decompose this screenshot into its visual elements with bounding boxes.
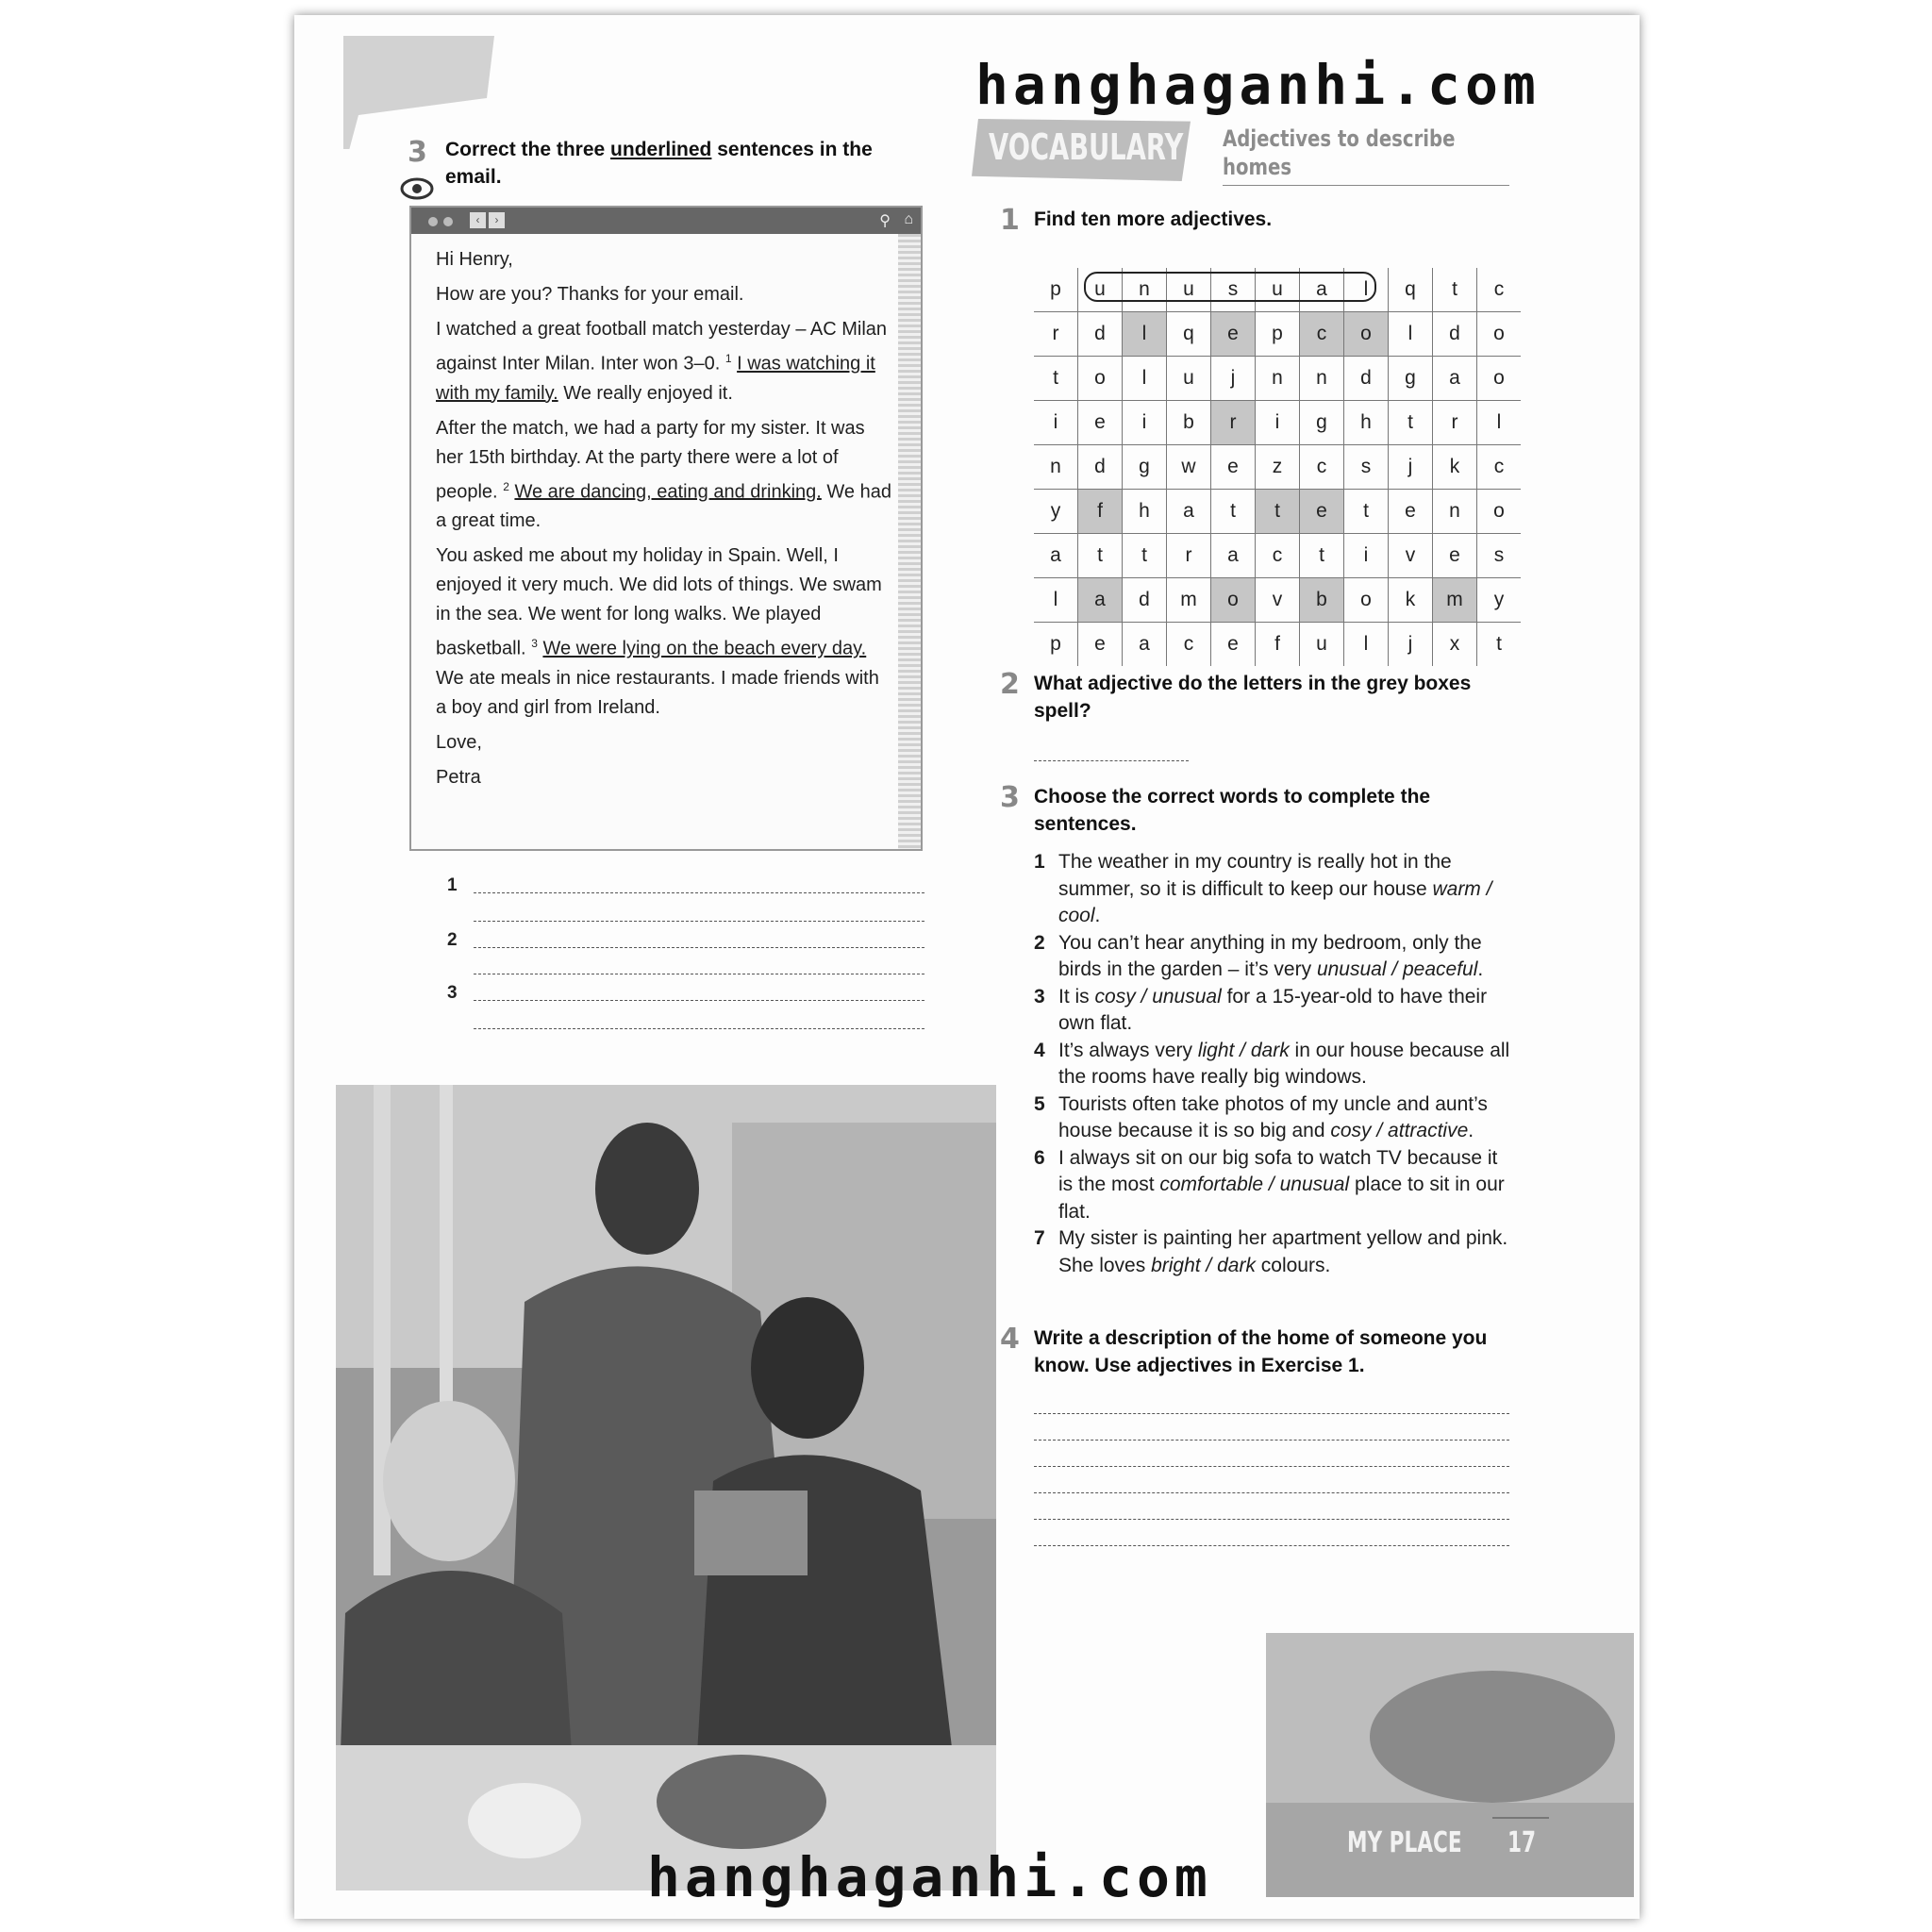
grid-cell[interactable]: t	[1123, 534, 1167, 578]
grid-cell[interactable]: u	[1256, 268, 1300, 312]
grey-box-answer-line[interactable]	[1034, 760, 1189, 761]
grid-cell[interactable]: n	[1300, 357, 1344, 401]
grid-cell[interactable]: p	[1256, 312, 1300, 357]
grid-cell[interactable]: n	[1123, 268, 1167, 312]
grid-row	[1034, 357, 1521, 401]
answer-line-3b[interactable]	[474, 1028, 924, 1029]
sentence-number: 6	[1034, 1146, 1045, 1169]
grid-cell[interactable]: o	[1344, 312, 1389, 357]
grid-cell[interactable]: e	[1078, 401, 1123, 445]
word-choice[interactable]: cosy / unusual	[1094, 985, 1222, 1008]
email-line: How are you? Thanks for your email.	[436, 284, 744, 305]
grid-cell[interactable]: r	[1167, 534, 1211, 578]
eye-icon	[400, 177, 434, 200]
grid-cell[interactable]: b	[1300, 578, 1344, 623]
grid-cell[interactable]: a	[1167, 490, 1211, 534]
grid-cell[interactable]: u	[1167, 357, 1211, 401]
grid-row	[1034, 312, 1521, 357]
grid-cell[interactable]: g	[1123, 445, 1167, 490]
word-search-grid	[1034, 268, 1521, 666]
vocab-exercise-2-number: 2	[1000, 668, 1020, 701]
sentence-item	[1034, 1038, 1511, 1091]
sentence-item	[1034, 849, 1511, 930]
grid-cell[interactable]: l	[1389, 312, 1433, 357]
grid-row	[1034, 534, 1521, 578]
grid-cell[interactable]: a	[1078, 578, 1123, 623]
grid-cell[interactable]: d	[1433, 312, 1477, 357]
grid-cell[interactable]: j	[1389, 445, 1433, 490]
grid-cell[interactable]: e	[1389, 490, 1433, 534]
grid-cell[interactable]: d	[1078, 312, 1123, 357]
word-choice[interactable]: light / dark	[1197, 1039, 1290, 1061]
grid-cell[interactable]: o	[1211, 578, 1256, 623]
email-paragraph-3: You asked me about my holiday in Spain. Well, I enjoyed it very much. We did lots of things. We swam in the sea. We went for long walks. We played basketball. $^3$ We were lying on the beach every day. We ate meals in nice restaurants. I made friends with a boy and girl from Ireland.	[436, 545, 882, 718]
sentence-number: 1	[1034, 851, 1045, 873]
page-number: 17	[1507, 1826, 1537, 1859]
grid-cell[interactable]: a	[1300, 268, 1344, 312]
sentence-text: colours.	[1255, 1254, 1331, 1276]
email-window	[409, 206, 923, 851]
sentence-text: .	[1094, 905, 1101, 926]
grid-cell[interactable]: k	[1433, 445, 1477, 490]
grid-cell[interactable]: e	[1078, 623, 1123, 667]
grid-cell[interactable]: i	[1123, 401, 1167, 445]
grid-cell[interactable]: q	[1389, 268, 1433, 312]
grid-cell[interactable]: t	[1344, 490, 1389, 534]
email-paragraph-2: After the match, we had a party for my sister. It was her 15th birthday. At the party there were a lot of people. $^2$ We are dancing, eating and drinking. We had a great time.	[436, 417, 891, 532]
underlined-sentence-2: We are dancing, eating and drinking.	[514, 481, 822, 503]
grid-cell[interactable]: a	[1433, 357, 1477, 401]
sentence-text: in our house because all the rooms have really big windows.	[1058, 1039, 1510, 1088]
grid-cell[interactable]: h	[1344, 401, 1389, 445]
grid-cell[interactable]: e	[1433, 534, 1477, 578]
grid-cell[interactable]: t	[1211, 490, 1256, 534]
grid-cell[interactable]: s	[1211, 268, 1256, 312]
grid-cell[interactable]: l	[1344, 623, 1389, 667]
writing-line-5[interactable]	[1034, 1519, 1509, 1520]
writing-line-6[interactable]	[1034, 1545, 1509, 1546]
grid-cell[interactable]: j	[1389, 623, 1433, 667]
grid-cell[interactable]: w	[1167, 445, 1211, 490]
writing-line-2[interactable]	[1034, 1440, 1509, 1441]
corner-decoration	[343, 36, 494, 149]
workbook-page	[294, 15, 1640, 1919]
underlined-sentence-3: We were lying on the beach every day.	[542, 638, 867, 659]
grid-cell[interactable]: y	[1034, 490, 1078, 534]
exercise-3-sentences	[1034, 849, 1511, 1279]
grid-cell[interactable]: c	[1477, 268, 1522, 312]
grid-cell[interactable]: l	[1123, 312, 1167, 357]
forward-icon[interactable]: ›	[489, 212, 505, 228]
word-choice[interactable]: unusual / peaceful	[1316, 958, 1478, 980]
grid-cell[interactable]: d	[1078, 445, 1123, 490]
sentence-text: The weather in my country is really hot in the summer, so it is difficult to keep our house	[1058, 851, 1452, 900]
answer-line-2[interactable]	[474, 947, 924, 948]
grid-cell[interactable]: z	[1256, 445, 1300, 490]
sentence-item	[1034, 984, 1511, 1038]
email-scrollbar	[898, 234, 921, 849]
back-icon[interactable]: ‹	[470, 212, 486, 228]
grid-cell[interactable]: u	[1167, 268, 1211, 312]
grid-cell[interactable]: d	[1344, 357, 1389, 401]
grid-cell[interactable]: l	[1344, 268, 1389, 312]
watermark-top: hanghaganhi.com	[975, 53, 1541, 117]
grid-cell[interactable]: o	[1477, 312, 1522, 357]
sentence-text: My sister is painting her apartment yellow and pink. She loves	[1058, 1227, 1508, 1276]
grid-cell[interactable]: e	[1211, 312, 1256, 357]
grid-row	[1034, 490, 1521, 534]
answer-number-2: 2	[447, 930, 458, 950]
exercise-3-instruction: Correct the three underlined sentences in the email.	[445, 139, 873, 188]
grid-cell[interactable]: o	[1078, 357, 1123, 401]
answer-number-3: 3	[447, 983, 458, 1003]
email-greeting: Hi Henry,	[436, 249, 513, 270]
grid-cell[interactable]: l	[1477, 401, 1522, 445]
grid-cell[interactable]: e	[1300, 490, 1344, 534]
grid-cell[interactable]: n	[1034, 445, 1078, 490]
grid-cell[interactable]: a	[1211, 534, 1256, 578]
grid-cell[interactable]: m	[1433, 578, 1477, 623]
email-body	[411, 234, 921, 792]
grid-cell[interactable]: j	[1211, 357, 1256, 401]
vocab-exercise-4-instruction: Write a description of the home of someone you know. Use adjectives in Exercise 1.	[1034, 1327, 1488, 1376]
window-dot-icon	[443, 217, 453, 226]
grid-cell[interactable]: x	[1433, 623, 1477, 667]
grid-cell[interactable]: y	[1477, 578, 1522, 623]
grid-row	[1034, 623, 1521, 667]
vocab-exercise-2-instruction: What adjective do the letters in the grey boxes spell?	[1034, 673, 1472, 722]
footer-rule	[1492, 1817, 1549, 1819]
example-word-circle	[1084, 272, 1376, 302]
sentence-item	[1034, 1145, 1511, 1226]
grid-cell[interactable]: e	[1211, 445, 1256, 490]
grid-row	[1034, 445, 1521, 490]
family-photo	[336, 1085, 996, 1890]
grid-cell[interactable]: k	[1389, 578, 1433, 623]
exercise-3-number: 3	[408, 136, 427, 169]
answer-line-1b[interactable]	[474, 921, 924, 922]
grid-cell[interactable]: s	[1477, 534, 1522, 578]
sentence-number: 7	[1034, 1227, 1045, 1249]
grid-cell[interactable]: f	[1078, 490, 1123, 534]
grid-cell[interactable]: c	[1477, 445, 1522, 490]
grid-cell[interactable]: e	[1211, 623, 1256, 667]
grid-row	[1034, 401, 1521, 445]
grid-cell[interactable]: m	[1167, 578, 1211, 623]
home-icon[interactable]: ⌂	[904, 211, 913, 227]
search-icon[interactable]: ⚲	[879, 213, 891, 229]
underlined-sentence-1: I was watching it with my family.	[436, 353, 875, 404]
grid-cell[interactable]: c	[1167, 623, 1211, 667]
grid-cell[interactable]: a	[1123, 623, 1167, 667]
grid-cell[interactable]: t	[1078, 534, 1123, 578]
sentence-text: .	[1468, 1120, 1474, 1141]
vocab-exercise-3-number: 3	[1000, 781, 1020, 814]
grid-cell[interactable]: t	[1034, 357, 1078, 401]
grid-cell[interactable]: h	[1123, 490, 1167, 534]
grid-cell[interactable]: i	[1034, 401, 1078, 445]
grid-cell[interactable]: i	[1344, 534, 1389, 578]
answer-number-1: 1	[447, 875, 458, 895]
writing-line-1[interactable]	[1034, 1413, 1509, 1414]
grid-cell[interactable]: i	[1256, 401, 1300, 445]
grid-cell[interactable]: t	[1256, 490, 1300, 534]
grid-cell[interactable]: a	[1034, 534, 1078, 578]
grid-cell[interactable]: c	[1300, 312, 1344, 357]
grid-cell[interactable]: n	[1256, 357, 1300, 401]
sentence-text: It’s always very	[1058, 1039, 1198, 1061]
grid-cell[interactable]: r	[1034, 312, 1078, 357]
sentence-number: 4	[1034, 1039, 1045, 1061]
grid-cell[interactable]: o	[1477, 490, 1522, 534]
grid-cell[interactable]: c	[1256, 534, 1300, 578]
grid-cell[interactable]: t	[1300, 534, 1344, 578]
grid-cell[interactable]: t	[1433, 268, 1477, 312]
writing-line-3[interactable]	[1034, 1466, 1509, 1467]
answer-line-3[interactable]	[474, 1000, 924, 1001]
sentence-item	[1034, 930, 1511, 984]
grid-cell[interactable]: u	[1078, 268, 1123, 312]
grid-cell[interactable]: p	[1034, 623, 1078, 667]
email-toolbar	[411, 208, 921, 234]
word-choice[interactable]: cosy / attractive	[1330, 1120, 1469, 1141]
word-choice[interactable]: comfortable / unusual	[1159, 1174, 1350, 1195]
email-closing: Love,	[436, 731, 482, 753]
watermark-bottom: hanghaganhi.com	[647, 1845, 1212, 1909]
email-signature: Petra	[436, 766, 481, 788]
grid-row	[1034, 578, 1521, 623]
sentence-item	[1034, 1091, 1511, 1145]
sentence-item	[1034, 1225, 1511, 1279]
vocabulary-heading: VOCABULARY	[989, 126, 1184, 168]
grid-cell[interactable]: d	[1123, 578, 1167, 623]
word-choice[interactable]: bright / dark	[1151, 1254, 1256, 1276]
grid-cell[interactable]: l	[1034, 578, 1078, 623]
email-paragraph-1: I watched a great football match yesterday – AC Milan against Inter Milan. Inter won 3–0. $^1$ I was watching it with my family. We really enjoyed it.	[436, 319, 888, 404]
grid-cell[interactable]: o	[1344, 578, 1389, 623]
grid-cell[interactable]: r	[1433, 401, 1477, 445]
window-dot-icon	[428, 217, 438, 226]
sentence-text: .	[1477, 958, 1484, 980]
vocab-exercise-3-instruction: Choose the correct words to complete the sentences.	[1034, 786, 1431, 835]
grid-cell[interactable]: b	[1167, 401, 1211, 445]
grid-cell[interactable]: c	[1300, 445, 1344, 490]
grid-cell[interactable]: l	[1123, 357, 1167, 401]
writing-line-4[interactable]	[1034, 1492, 1509, 1493]
grid-cell[interactable]: n	[1433, 490, 1477, 534]
grid-cell[interactable]: g	[1300, 401, 1344, 445]
sentence-number: 3	[1034, 985, 1045, 1008]
grid-cell[interactable]: o	[1477, 357, 1522, 401]
grid-cell[interactable]: q	[1167, 312, 1211, 357]
vocab-exercise-1-number: 1	[1000, 204, 1020, 237]
grid-cell[interactable]: p	[1034, 268, 1078, 312]
sentence-number: 5	[1034, 1092, 1045, 1115]
grid-cell[interactable]: s	[1344, 445, 1389, 490]
grid-cell[interactable]: r	[1211, 401, 1256, 445]
footer-section: MY PLACE	[1347, 1826, 1462, 1859]
vocab-exercise-1-instruction: Find ten more adjectives.	[1034, 208, 1273, 230]
sentence-text: You can’t hear anything in my bedroom, only the birds in the garden – it’s very	[1058, 931, 1482, 980]
sentence-text: Tourists often take photos of my uncle and aunt’s house because it is so big and	[1058, 1092, 1488, 1141]
word-choice[interactable]: warm / cool	[1058, 877, 1492, 926]
sentence-text: I always sit on our big sofa to watch TV because it is the most	[1058, 1146, 1498, 1195]
vocabulary-subtitle: Adjectives to describe homes	[1223, 125, 1456, 180]
grid-cell[interactable]: t	[1389, 401, 1433, 445]
sentence-number: 2	[1034, 931, 1045, 954]
sentence-text: It is	[1058, 985, 1095, 1008]
vocab-exercise-4-number: 4	[1000, 1323, 1020, 1356]
sentence-text: for a 15-year-old to have their own flat.	[1058, 985, 1488, 1034]
answer-line-1[interactable]	[474, 892, 924, 893]
grid-cell[interactable]: v	[1256, 578, 1300, 623]
subtitle-rule	[1223, 185, 1509, 186]
grid-cell[interactable]: v	[1389, 534, 1433, 578]
grid-cell[interactable]: u	[1300, 623, 1344, 667]
sentence-text: place to sit in our flat.	[1058, 1174, 1505, 1223]
grid-cell[interactable]: f	[1256, 623, 1300, 667]
grid-cell[interactable]: t	[1496, 633, 1502, 655]
grid-cell[interactable]: g	[1389, 357, 1433, 401]
